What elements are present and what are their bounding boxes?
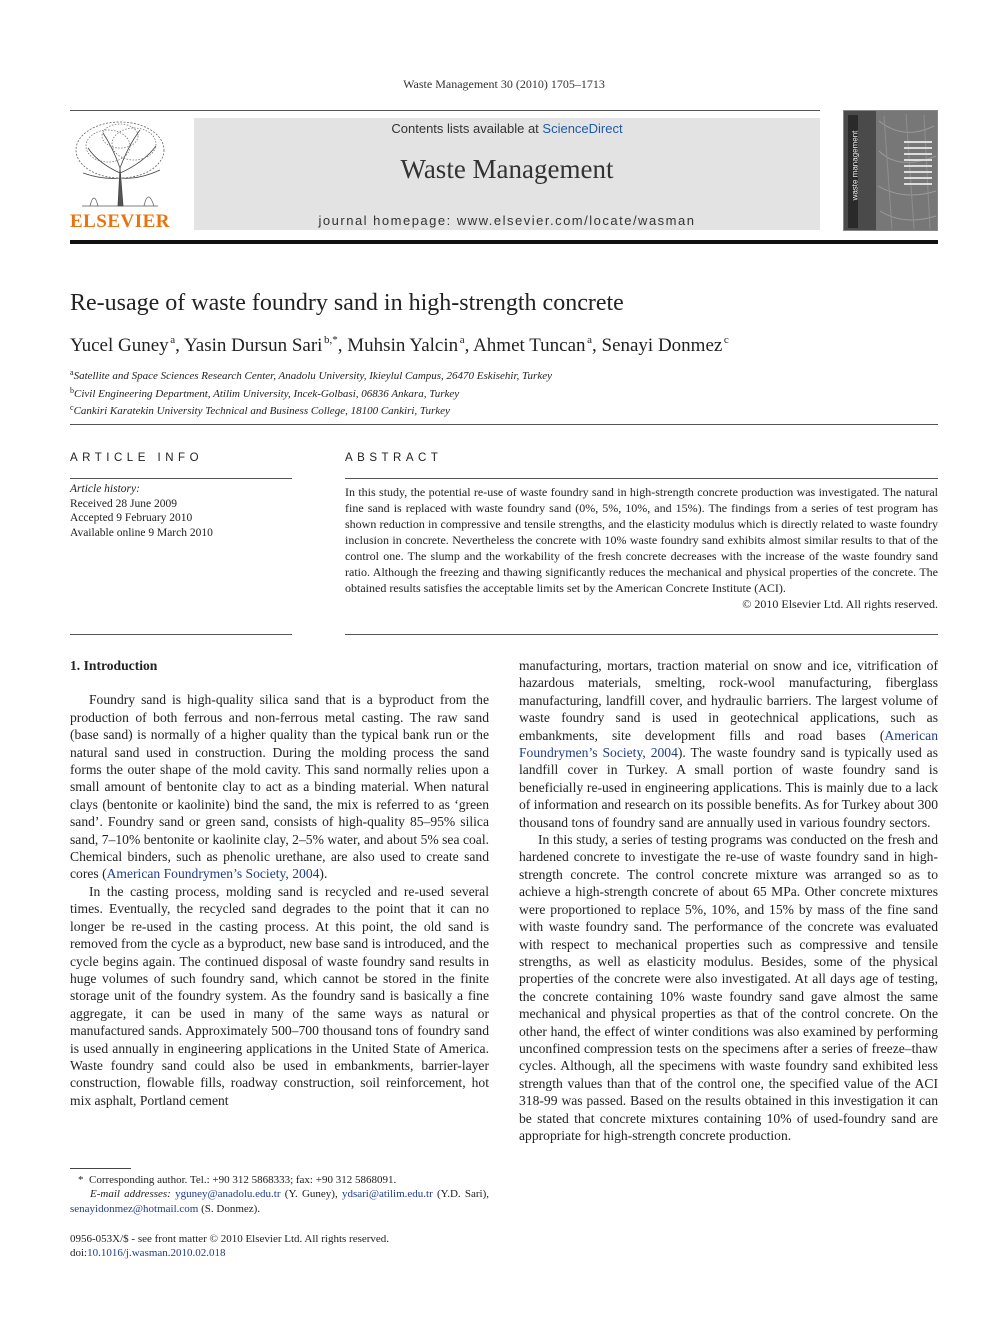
affiliation-list (70, 366, 938, 419)
email-owner: (Y.D. Sari), (437, 1188, 490, 1201)
reference-link[interactable]: American Foundrymen’s Society, 2004 (519, 727, 938, 761)
author-name[interactable]: Muhsin Yalcin (347, 335, 459, 356)
section-heading: 1. Introduction (70, 658, 158, 673)
affiliation-text: Satellite and Space Sciences Research Center, Anadolu University, Ikieylul Campus, 26470 Eskisehir, Turkey (73, 370, 552, 382)
affiliation-mark: a (70, 368, 74, 377)
paragraph-text: ). The waste foundry sand is typically used as landfill cover in Turkey. A small portion of waste foundry sand is beneficially re-used in engineering applications. This is mainly due to a lack of information and research on its possible benefits. As for Turkey about 300 thousand tons of foundry sand are annually used in various foundry sectors. (519, 745, 938, 830)
journal-citation: Waste Management 30 (2010) 1705–1713 (403, 77, 605, 91)
header-divider (70, 240, 938, 244)
contents-line (194, 121, 820, 136)
elsevier-tree-icon (68, 118, 172, 210)
journal-banner (194, 118, 820, 230)
paragraph (519, 657, 938, 831)
reference-link[interactable]: American Foundrymen’s Society, 2004 (106, 866, 320, 882)
corresponding-author-note (70, 1173, 489, 1187)
abstract-rule (345, 478, 938, 479)
author-affil-mark: c (723, 334, 729, 346)
author-affil-mark: a (459, 334, 465, 346)
abstract-heading: ABSTRACT (345, 452, 443, 464)
author-affil-mark: a (170, 334, 176, 346)
author-name[interactable]: Ahmet Tuncan (473, 335, 586, 356)
article-info-heading: ARTICLE INFO (70, 452, 204, 464)
affiliation (70, 401, 938, 419)
body-column-right (519, 657, 938, 1144)
article-title: Re-usage of waste foundry sand in high-strength concrete (70, 290, 624, 316)
article-info-rule-bottom (70, 634, 292, 635)
corresponding-text: Corresponding author. Tel.: +90 312 5868333; fax: +90 312 5868091. (89, 1174, 397, 1186)
front-matter-info (70, 1232, 490, 1260)
footnote (70, 1173, 489, 1216)
section-divider (70, 424, 938, 425)
affiliation-text: Cankiri Karatekin University Technical and Business College, 18100 Cankiri, Turkey (73, 405, 450, 417)
doi-line (70, 1246, 490, 1260)
history-label: Article history: (70, 483, 140, 495)
email-owner: (Y. Guney), (284, 1188, 338, 1201)
paragraph (70, 691, 489, 882)
header-rule (70, 110, 820, 111)
affiliation (70, 384, 938, 402)
abstract-copyright: © 2010 Elsevier Ltd. All rights reserved. (742, 597, 938, 611)
paragraph: In this study, a series of testing programs was conducted on the fresh and hardened concrete to investigate the re-use of waste foundry sand in high-strength concrete. The control concrete mixture was arranged so as to achieve a high-strength concrete of about 65 MPa. Other concrete mixtures were proportioned to replace 5%, 10%, and 15% by mass of the fine sand with waste foundry sand. The performance of the concrete was evaluated with respect to mechanical properties such as compressive and tensile strengths, as well as elasticity modulus. Besides, some of the physical properties of the concrete were also investigated. At all days age of testing, the concrete containing 10% waste foundry sand gave almost the same mechanical and physical properties as that of the control concrete. On the other hand, the effect of winter conditions was also examined by performing unconfined compression tests on the specimens after a series of freeze–thaw cycles. Although, all the specimens with waste foundry sand exhibited less strength values than that of the control one, the specified value of the ACI 318-99 was passed. Based on the results obtained in this investigation it can be stated that concrete mixtures containing 10% of used-foundry sand are appropriate for high-strength concrete production. (519, 832, 938, 1143)
journal-title: Waste Management (400, 154, 614, 184)
email-link[interactable]: ydsari@atilim.edu.tr (341, 1188, 433, 1201)
author-name[interactable]: Yasin Dursun Sari (183, 335, 323, 356)
body-column-left (70, 657, 489, 1109)
article-history (70, 482, 292, 540)
author-name[interactable]: Senayi Donmez (601, 335, 723, 356)
author-affil-mark: a (587, 334, 592, 346)
affiliation-mark: b (70, 385, 74, 395)
paragraph: In the casting process, molding sand is recycled and re-used several times. Eventually, the recycled sand degrades to the point that it can no longer be re-used in the casting process. At this point, the old sand is removed from the cycle as a byproduct, new base sand is introduced, and the cycle begins again. The continued disposal of waste foundry sand results in huge volumes of such foundry sand, which cannot be stored in the finite storage unit of the foundry system. As the foundry sand is basically a fine aggregate, it can be used in many of the same ways as natural or manufactured sands. Approximately 500–700 thousand tons of foundry sand is used annually in engineering applications in the United State of America. Waste foundry sand could also be used in embankments, barrier-layer construction, flowable fills, roadway construction, soil reinforcement, hot mix asphalt, Portland cement (70, 883, 489, 1108)
journal-cover-image[interactable] (843, 110, 938, 231)
paragraph-text: manufacturing, mortars, traction material on snow and ice, vitrification of hazardous materials, smelting, rock-wool manufacturing, fiberglass manufacturing, landfill cover, and hydraulic barriers. The largest volume of waste foundry sand is used in geotechnical applications, such as embankments, site development fills and road bases ( (519, 658, 938, 743)
received-date: Received 28 June 2009 (70, 497, 177, 510)
author-list: Yucel Guney $^a$, Yasin Dursun Sari $^{b,*}$, Muhsin Yalcin $^a$, Ahmet Tuncan $^a$, Senayi Donmez $^c$ (70, 334, 729, 356)
elsevier-wordmark: ELSEVIER (69, 211, 171, 232)
abstract-body (345, 484, 938, 612)
doi-link[interactable]: 10.1016/j.wasman.2010.02.018 (87, 1247, 226, 1259)
online-date: Available online 9 March 2010 (70, 526, 213, 539)
article-info-rule (70, 478, 292, 479)
accepted-date: Accepted 9 February 2010 (70, 512, 193, 524)
paragraph-text: ). (319, 866, 328, 882)
affiliation-text: Civil Engineering Department, Atilim University, Incek-Golbasi, 06836 Ankara, Turkey (74, 387, 460, 400)
footnote-rule (70, 1168, 131, 1169)
contents-prefix: Contents lists available at (391, 121, 543, 136)
elsevier-logo[interactable] (68, 118, 172, 233)
author-affil-mark: b,* (324, 334, 338, 346)
journal-homepage[interactable]: journal homepage: www.elsevier.com/locate/wasman (318, 213, 696, 228)
email-label: E-mail addresses: (90, 1188, 171, 1201)
issn-line: 0956-053X/$ - see front matter © 2010 Elsevier Ltd. All rights reserved. (70, 1233, 390, 1245)
email-link[interactable]: senayidonmez@hotmail.com (70, 1202, 199, 1215)
cover-title: waste management (850, 130, 860, 201)
abstract-text: In this study, the potential re-use of waste foundry sand in high-strength concrete production was investigated. The natural fine sand is replaced with waste foundry sand (0%, 5%, 10%, and 15%). The findings from a series of test program has shown reduction in compressive and tensile strengths, and the elasticity modulus which is directly related to waste foundry inclusion in concrete. Nevertheless the concrete with 10% waste foundry sand exhibits almost similar results to that of the control one. The slump and the workability of the fresh concrete decreases with the increase of the waste foundry sand ratio. Although the freezing and thawing significantly reduces the mechanical and physical properties of the concrete. The obtained results satisfies the acceptable limits set by the American Concrete Institute (ACI). (345, 485, 938, 595)
affiliation-mark: c (70, 403, 74, 412)
sciencedirect-link[interactable]: ScienceDirect (542, 121, 623, 136)
email-link[interactable]: yguney@anadolu.edu.tr (175, 1188, 281, 1201)
email-addresses (70, 1187, 489, 1216)
abstract-rule-bottom (345, 634, 938, 635)
footnote-mark: * (78, 1174, 84, 1186)
paragraph-text: Foundry sand is high-quality silica sand that is a byproduct from the production of both ferrous and non-ferrous metal casting. The raw sand (base sand) is normally of a higher quality than the typical bank run or the natural sand used in construction. During the molding process the sand forms the outer shape of the mold cavity. This sand normally relies upon a small amount of bentonite clay to act as a binding material. When natural clays (bentonite or kaolinite) bind the sand, the mix is referred to as ‘green sand’. Foundry sand or green sand, consists of high-quality 85–95% silica sand, 7–10% bentonite or kaolinite clay, 2–5% water, and about 5% sea coal. Chemical binders, such as phenolic urethane, are also used to create sand cores ( (70, 692, 489, 882)
affiliation (70, 366, 938, 384)
author-name[interactable]: Yucel Guney (70, 335, 169, 356)
email-owner: (S. Donmez). (201, 1202, 261, 1215)
doi-label: doi: (70, 1247, 88, 1259)
